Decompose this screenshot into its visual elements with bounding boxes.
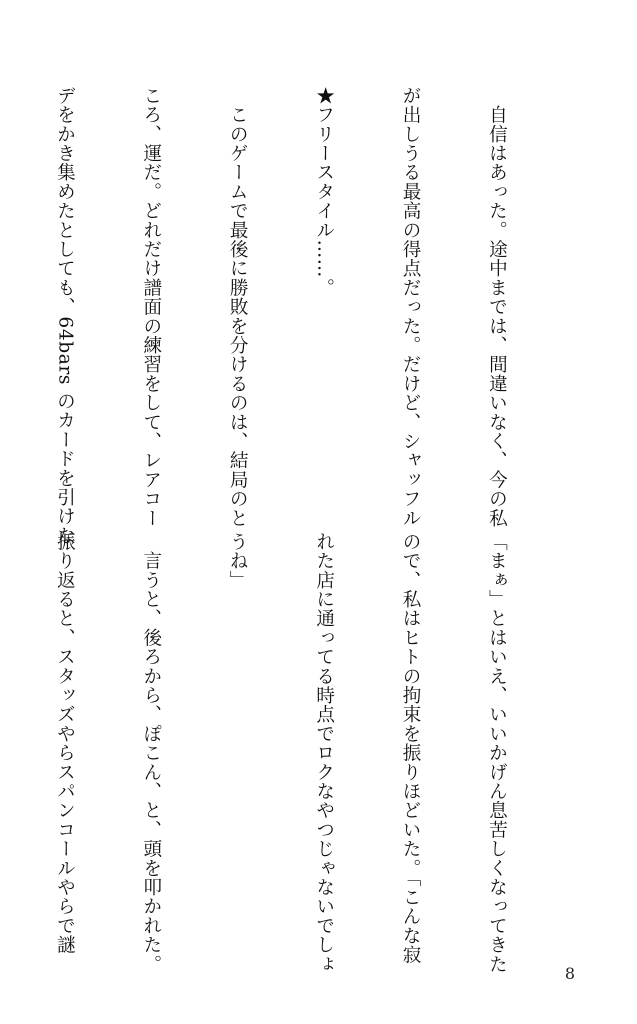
text-line: このゲームで最後に勝敗を分けるのは、結局のと	[227, 86, 249, 528]
text-line: うね」	[227, 532, 249, 590]
page-number: 8	[564, 964, 575, 983]
text-line: ★フリースタイル……。	[313, 86, 335, 298]
text-line: 「まぁ」とはいえ、いいかげん息苦しくなってきた	[486, 532, 508, 974]
text-line: 振り返ると、スタッズやらスパンコールやらで謎	[54, 532, 76, 955]
text-line: ころ、運だ。どれだけ譜面の練習をして、レアコー	[140, 86, 162, 528]
text-line: ので、私はヒトの拘束を振りほどいた。「こんな寂	[400, 532, 422, 965]
text-line: 言うと、後ろから、ぽこん、と、頭を叩かれた。	[140, 532, 162, 974]
lower-text-block	[0, 532, 568, 974]
text-line: れた店に通ってる時点でロクなやつじゃないでしょ	[313, 532, 335, 974]
upper-text-block	[0, 86, 568, 546]
text-line: 自信はあった。途中までは、間違いなく、今の私	[486, 86, 508, 528]
text-line: が出しうる最高の得点だった。だけど、シャッフル	[400, 86, 422, 528]
text-line: デをかき集めたとしても、64bars のカードを引けな	[54, 86, 76, 546]
